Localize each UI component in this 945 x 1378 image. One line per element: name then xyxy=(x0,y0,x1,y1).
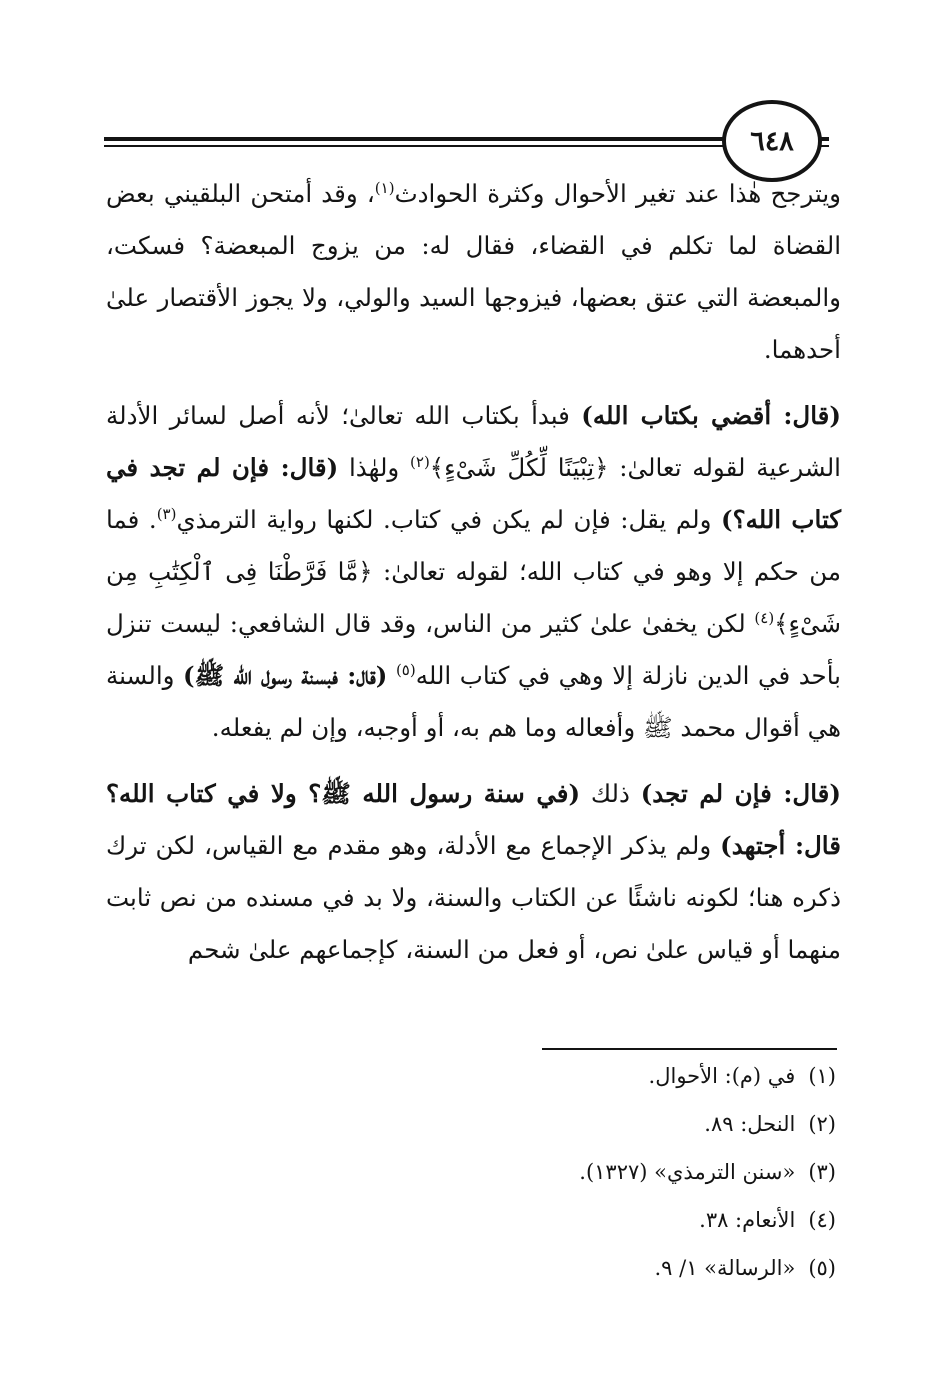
header-rule-thick xyxy=(104,137,829,141)
footnote-1 xyxy=(300,1052,836,1100)
footnote-separator xyxy=(542,1048,837,1050)
main-text xyxy=(106,168,841,976)
text-run: ولم يقل: فإن لم يكن في كتاب. لكنها رواية الترمذي xyxy=(176,505,721,534)
footnote-number: (٤) xyxy=(808,1208,836,1232)
page-number: ٦٤٨ xyxy=(750,125,794,157)
text-run: . فما من حكم إلا وهو في كتاب الله؛ لقوله تعالىٰ: xyxy=(106,505,841,586)
footnote-number: (٥) xyxy=(808,1256,836,1280)
text-run: لكن يخفىٰ علىٰ كثير من الناس، وقد قال الشافعي: ليست تنزل بأحد في الدين نازلة إلا وهي في كتاب الله xyxy=(106,609,841,690)
bold-quote: (قال: أقضي بكتاب الله) xyxy=(581,401,841,430)
text-run: ، وقد أمتحن البلقيني بعض القضاة لما تكلم في القضاء، فقال له: من يزوج المبعضة؟ فسكت، والمبعضة التي عتق بعضها، فيزوجها السيد والولي، ولا يجوز الأقتصار علىٰ أحدهما. xyxy=(106,179,841,364)
footnote-text: النحل: ٨٩. xyxy=(704,1112,796,1136)
bold-quote: (في سنة رسول الله ﷺ؟ ولا في كتاب الله؟ قال: أجتهد) xyxy=(106,779,841,860)
footnote-ref: (١) xyxy=(374,178,395,197)
text-run: ويترجح هٰذا عند تغير الأحوال وكثرة الحوادث xyxy=(394,179,842,208)
footnote-ref: (٥) xyxy=(395,660,416,679)
footnote-5 xyxy=(300,1244,836,1292)
footnote-text: في (م): الأحوال. xyxy=(648,1064,796,1088)
paragraph xyxy=(106,390,841,754)
footnote-text: الأنعام: ٣٨. xyxy=(699,1208,796,1232)
footnote-ref: (٣) xyxy=(156,504,177,523)
quran-verse: ﴿مَّا فَرَّطْنَا فِى ٱلْكِتَٰبِ مِن شَىْءٍ﴾ xyxy=(106,557,841,638)
text-run: ولهٰذا xyxy=(338,453,411,482)
footnote-number: (٢) xyxy=(808,1112,836,1136)
bold-quote: (قال: فبسنة رسول الله ﷺ) xyxy=(183,661,388,690)
text-run: والسنة هي أقوال محمد ﷺ وأفعاله وما هم به، أو أوجبه، وإن لم يفعله. xyxy=(106,661,841,742)
header-rule-thin xyxy=(104,145,829,147)
bold-quote: (قال: فإن لم تجد) xyxy=(640,779,841,808)
footnote-number: (٣) xyxy=(808,1160,836,1184)
text-run: فبدأ بكتاب الله تعالىٰ؛ لأنه أصل لسائر الأدلة الشرعية لقوله تعالىٰ: xyxy=(106,401,841,482)
quran-verse: ﴿تِبْيَنًا لِّكُلِّ شَىْءٍ﴾ xyxy=(429,453,609,482)
footnote-number: (١) xyxy=(808,1064,836,1088)
footnote-text: «سنن الترمذي» (١٣٢٧). xyxy=(579,1160,796,1184)
footnote-2 xyxy=(300,1100,836,1148)
text-run: ذلك xyxy=(580,779,641,808)
footnote-text: «الرسالة» ١/ ٩. xyxy=(654,1256,796,1280)
text-run: ولم يذكر الإجماع مع الأدلة، وهو مقدم مع القياس، لكن ترك ذكره هنا؛ لكونه ناشئًا عن الكتاب والسنة، ولا بد في مسنده من نص ثابت منهما أو قياس علىٰ نص، أو فعل من السنة، كإجماعهم علىٰ شحم xyxy=(106,831,841,964)
paragraph xyxy=(106,168,841,376)
footnote-3 xyxy=(300,1148,836,1196)
footnote-4 xyxy=(300,1196,836,1244)
footnote-ref: (٤) xyxy=(754,608,775,627)
footnote-ref: (٢) xyxy=(410,452,430,471)
text-run xyxy=(387,661,396,690)
paragraph xyxy=(106,768,841,976)
bold-quote: (قال: فإن لم تجد في كتاب الله؟) xyxy=(106,453,841,534)
footnotes xyxy=(300,1052,836,1292)
